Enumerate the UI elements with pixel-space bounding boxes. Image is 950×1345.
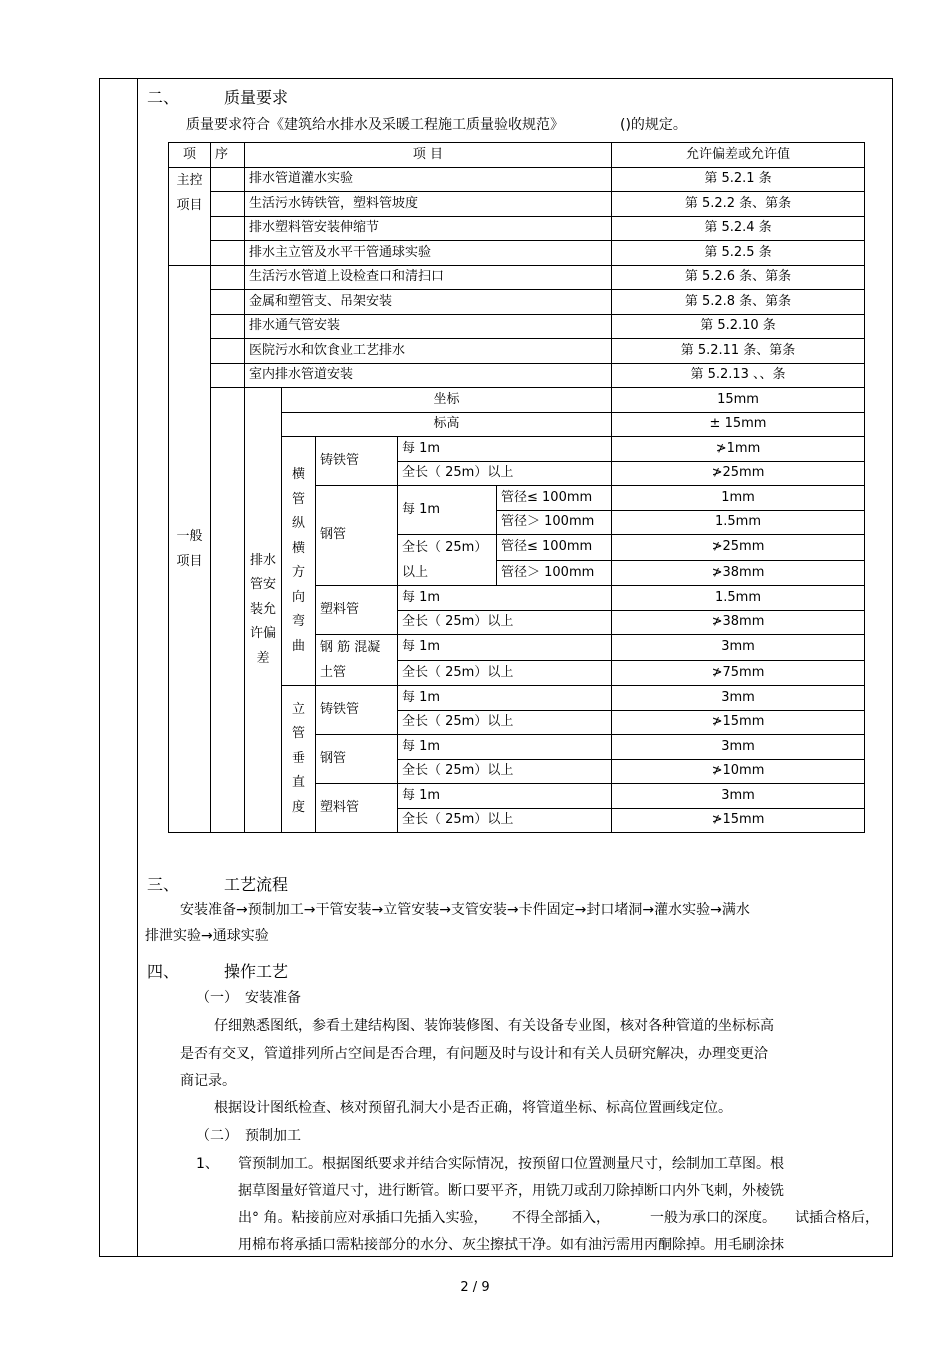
section-4-title: 操作工艺 bbox=[224, 962, 289, 981]
dia-gt: 管径＞ 100mm bbox=[497, 510, 612, 535]
sub-1-para-1-line-3: 商记录。 bbox=[180, 1073, 236, 1089]
full-length: 全长（ 25m）以上 bbox=[398, 660, 612, 686]
item-1-line-1: 管预制加工。根据图纸要求并结合实际情况，按预留口位置测量尺寸，绘制加工草图。根 bbox=[238, 1156, 784, 1172]
header-project: 项 目 bbox=[245, 143, 612, 168]
plastic-label: 塑料管 bbox=[316, 784, 398, 833]
dia-le: 管径≤ 100mm bbox=[497, 535, 612, 561]
deviation-label: 排水管安装允许偏差 bbox=[245, 388, 282, 833]
general-label: 一般项目 bbox=[169, 265, 211, 833]
full-length: 全长（ 25m）以上 bbox=[398, 759, 612, 784]
full-length: 全长（ 25m）以上 bbox=[398, 610, 612, 635]
dia-le: 管径≤ 100mm bbox=[497, 486, 612, 511]
seq-cell bbox=[211, 290, 245, 315]
per-1m: 每 1m bbox=[398, 784, 612, 809]
seq-cell bbox=[211, 388, 245, 833]
item-1-line-3b: 不得全部插入， bbox=[512, 1210, 610, 1226]
full-length: 全长（ 25m）以上 bbox=[398, 808, 612, 833]
steel-label: 钢管 bbox=[316, 735, 398, 784]
full-length: 全长（ 25m）以上 bbox=[398, 461, 612, 486]
value: ≯25mm bbox=[612, 461, 865, 486]
gen-row-name: 室内排水管道安装 bbox=[245, 363, 612, 388]
quality-table bbox=[168, 142, 865, 833]
header-allow: 允许偏差或允许值 bbox=[612, 143, 865, 168]
item-1-line-4: 用棉布将承插口需粘接部分的水分、灰尘擦拭干净。如有油污需用丙酮除掉。用毛刷涂抹 bbox=[238, 1237, 784, 1253]
sub-2-title: 预制加工 bbox=[245, 1128, 301, 1144]
value: ≯10mm bbox=[612, 759, 865, 784]
sub-1-para-1-line-1: 仔细熟悉图纸，参看土建结构图、装饰装修图、有关设备专业图，核对各种管道的坐标标高 bbox=[214, 1018, 774, 1034]
gen-row-val: 第 5.2.13 、、条 bbox=[612, 363, 865, 388]
value: 1.5mm bbox=[612, 510, 865, 535]
coord-label: 坐标 bbox=[282, 388, 612, 413]
seq-cell bbox=[211, 241, 245, 266]
value: ≯75mm bbox=[612, 660, 865, 686]
section-2-title: 质量要求 bbox=[224, 88, 289, 107]
seq-cell bbox=[211, 363, 245, 388]
gen-row-name: 金属和塑管支、吊架安装 bbox=[245, 290, 612, 315]
section-3-number: 三、 bbox=[147, 875, 180, 894]
intro-suffix: ()的规定。 bbox=[620, 117, 687, 133]
coord-val: 15mm bbox=[612, 388, 865, 413]
value: ≯15mm bbox=[612, 808, 865, 833]
cast-iron-label: 铸铁管 bbox=[316, 437, 398, 486]
elev-label: 标高 bbox=[282, 412, 612, 437]
plastic-label: 塑料管 bbox=[316, 586, 398, 635]
frame-divider bbox=[137, 78, 138, 1257]
intro-text: 质量要求符合《建筑给水排水及采暖工程施工质量验收规范》 bbox=[186, 117, 564, 133]
gen-row-name: 生活污水管道上设检查口和清扫口 bbox=[245, 265, 612, 290]
page-number: 2 / 9 bbox=[460, 1280, 490, 1295]
value: ≯1mm bbox=[612, 437, 865, 462]
item-1-line-2: 据草图量好管道尺寸，进行断管。断口要平齐，用铣刀或刮刀除掉断口内外飞刺，外棱铣 bbox=[238, 1183, 784, 1199]
value: 1.5mm bbox=[612, 586, 865, 611]
rc-pipe-label: 钢 筋 混凝土管 bbox=[316, 635, 398, 686]
value: 3mm bbox=[612, 735, 865, 760]
main-row-val: 第 5.2.1 条 bbox=[612, 167, 865, 192]
dia-gt: 管径＞ 100mm bbox=[497, 560, 612, 586]
full-length: 全长（ 25m） 以上 bbox=[398, 535, 497, 586]
value: ≯25mm bbox=[612, 535, 865, 561]
seq-cell bbox=[211, 167, 245, 192]
header-seq: 序 bbox=[211, 143, 245, 168]
sub-1-para-2: 根据设计图纸检查、核对预留孔洞大小是否正确，将管道坐标、标高位置画线定位。 bbox=[214, 1100, 732, 1116]
seq-cell bbox=[211, 192, 245, 217]
horizontal-label: 横管纵横方向弯曲 bbox=[282, 437, 316, 686]
seq-cell bbox=[211, 314, 245, 339]
main-row-name: 排水管道灌水实验 bbox=[245, 167, 612, 192]
sub-1-para-1-line-2: 是否有交叉，管道排列所占空间是否合理，有问题及时与设计和有关人员研究解决，办理变更洽 bbox=[180, 1046, 768, 1062]
vertical-label: 立管垂直度 bbox=[282, 686, 316, 833]
value: 3mm bbox=[612, 635, 865, 661]
main-row-val: 第 5.2.5 条 bbox=[612, 241, 865, 266]
value: 3mm bbox=[612, 784, 865, 809]
section-3-title: 工艺流程 bbox=[224, 875, 289, 894]
per-1m: 每 1m bbox=[398, 635, 612, 661]
sub-1-number: （一） bbox=[196, 990, 238, 1006]
seq-cell bbox=[211, 339, 245, 364]
item-1-line-3d: 试插合格后， bbox=[795, 1210, 879, 1226]
gen-row-val: 第 5.2.10 条 bbox=[612, 314, 865, 339]
section-2-number: 二、 bbox=[147, 88, 180, 107]
sub-1-title: 安装准备 bbox=[245, 990, 301, 1006]
section-4-number: 四、 bbox=[147, 962, 180, 981]
value: 1mm bbox=[612, 486, 865, 511]
per-1m: 每 1m bbox=[398, 735, 612, 760]
section-2-intro bbox=[186, 118, 687, 132]
value: ≯15mm bbox=[612, 710, 865, 735]
per-1m: 每 1m bbox=[398, 686, 612, 711]
item-1-line-3c: 一般为承口的深度。 bbox=[650, 1210, 776, 1226]
main-row-name: 排水主立管及水平干管通球实验 bbox=[245, 241, 612, 266]
cast-iron-label: 铸铁管 bbox=[316, 686, 398, 735]
per-1m: 每 1m bbox=[398, 486, 497, 535]
per-1m: 每 1m bbox=[398, 437, 612, 462]
flow-line-2: 排泄实验→通球实验 bbox=[145, 928, 269, 944]
value: ≯38mm bbox=[612, 560, 865, 586]
gen-row-val: 第 5.2.8 条、第条 bbox=[612, 290, 865, 315]
main-row-name: 生活污水铸铁管，塑料管坡度 bbox=[245, 192, 612, 217]
item-1-line-3a: 出° 角。粘接前应对承插口先插入实验， bbox=[238, 1210, 488, 1226]
gen-row-val: 第 5.2.6 条、第条 bbox=[612, 265, 865, 290]
elev-val: ± 15mm bbox=[612, 412, 865, 437]
item-1-number: 1、 bbox=[196, 1156, 219, 1172]
main-row-val: 第 5.2.2 条、第条 bbox=[612, 192, 865, 217]
gen-row-name: 医院污水和饮食业工艺排水 bbox=[245, 339, 612, 364]
value: 3mm bbox=[612, 686, 865, 711]
full-length: 全长（ 25m）以上 bbox=[398, 710, 612, 735]
header-item: 项 bbox=[169, 143, 211, 168]
per-1m: 每 1m bbox=[398, 586, 612, 611]
main-control-label: 主控项目 bbox=[169, 167, 211, 265]
main-row-val: 第 5.2.4 条 bbox=[612, 216, 865, 241]
steel-label: 钢管 bbox=[316, 486, 398, 586]
seq-cell bbox=[211, 216, 245, 241]
value: ≯38mm bbox=[612, 610, 865, 635]
gen-row-name: 排水通气管安装 bbox=[245, 314, 612, 339]
gen-row-val: 第 5.2.11 条、第条 bbox=[612, 339, 865, 364]
sub-2-number: （二） bbox=[196, 1128, 238, 1144]
main-row-name: 排水塑料管安装伸缩节 bbox=[245, 216, 612, 241]
flow-line-1: 安装准备→预制加工→干管安装→立管安装→支管安装→卡件固定→封口堵洞→灌水实验→满水 bbox=[180, 902, 750, 918]
seq-cell bbox=[211, 265, 245, 290]
